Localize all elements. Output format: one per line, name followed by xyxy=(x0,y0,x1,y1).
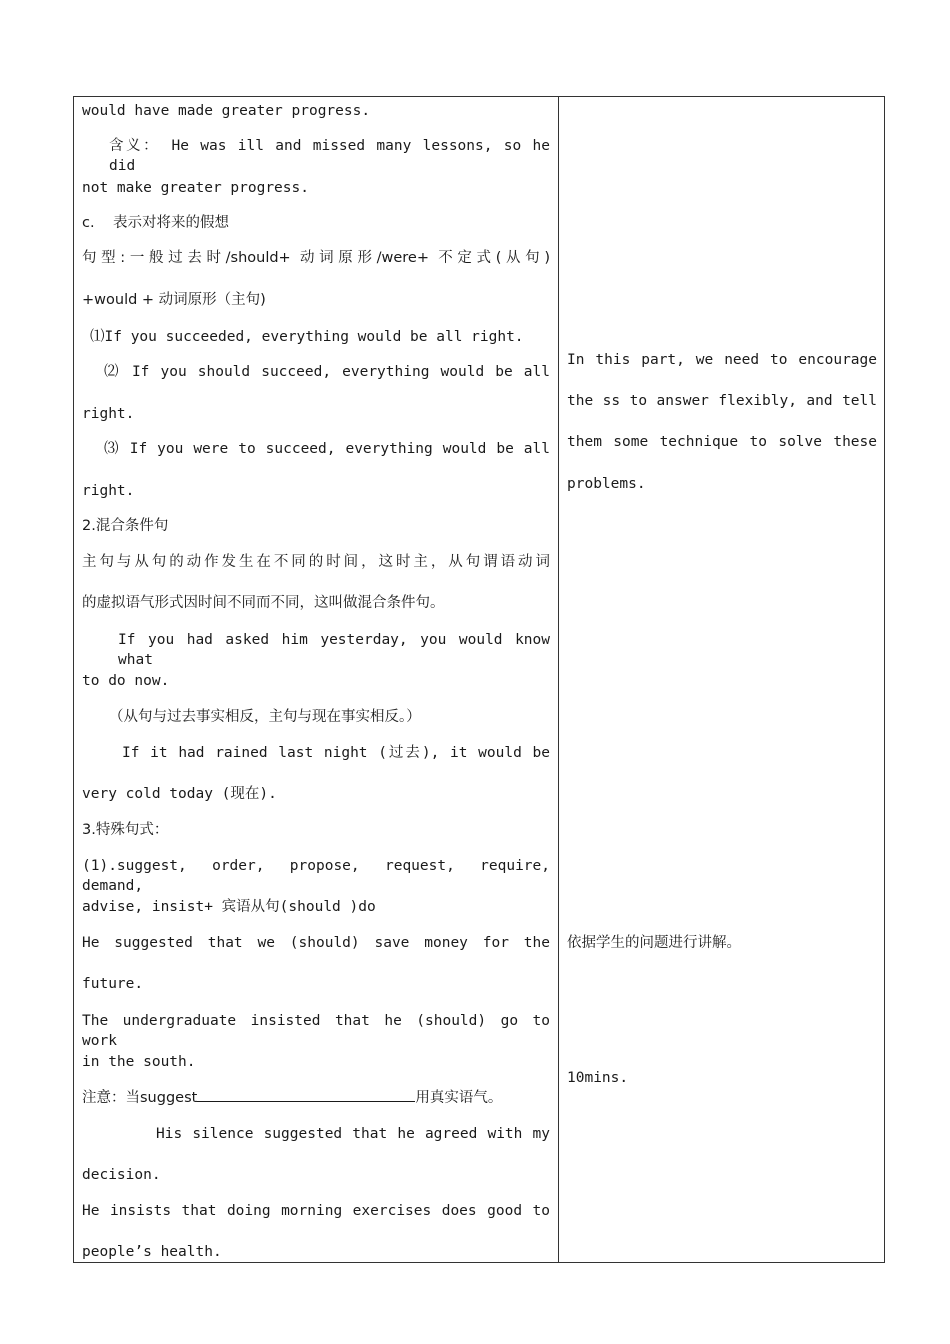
text-line: 句型:一般过去时/should+ 动词原形/were+ 不定式(从句) xyxy=(82,250,550,266)
text-line: in the south. xyxy=(82,1054,196,1070)
text-line: (1).suggest, order, propose, request, require, demand, xyxy=(82,858,550,894)
text-line: not make greater progress. xyxy=(82,180,309,196)
text-line: very cold today (现在). xyxy=(82,786,277,802)
section-heading: 3.特殊句式： xyxy=(82,822,169,838)
text-line: 主句与从句的动作发生在不同的时间，这时主，从句谓语动词 xyxy=(82,554,550,570)
text-line: would have made greater progress. xyxy=(82,103,371,119)
text-line xyxy=(82,1087,502,1108)
text-line: c. 表示对将来的假想 xyxy=(82,215,230,231)
lesson-table xyxy=(73,96,885,1263)
note-line: them some technique to solve these xyxy=(567,434,877,450)
text-line: 的虚拟语气形式因时间不同而不同，这叫做混合条件句。 xyxy=(82,595,445,611)
note-prefix: 注意：当suggest xyxy=(82,1090,198,1106)
text-line: （从句与过去事实相反，主句与现在事实相反。） xyxy=(109,709,421,725)
text-line: ⑵ If you should succeed, everything would be all xyxy=(104,364,550,380)
text-line: The undergraduate insisted that he (should) go to work xyxy=(82,1013,550,1049)
text-line: If you had asked him yesterday, you would know what xyxy=(118,632,550,668)
time-note: 10mins. xyxy=(567,1070,629,1086)
note-line: the ss to answer flexibly, and tell xyxy=(567,393,877,409)
text-line: He suggested that we (should) save money for the xyxy=(82,935,550,951)
fill-in-blank xyxy=(197,1087,415,1102)
text-line: If it had rained last night (过去), it would be xyxy=(122,745,550,761)
text-line: ⑶ If you were to succeed, everything would be all xyxy=(104,441,550,457)
text-line: ⑴If you succeeded, everything would be all right. xyxy=(90,329,524,345)
note-line: In this part, we need to encourage xyxy=(567,352,877,368)
text-line: to do now. xyxy=(82,673,170,689)
text-line: advise, insist+ 宾语从句(should )do xyxy=(82,899,376,915)
note-suffix: 用真实语气。 xyxy=(415,1090,503,1106)
note-line: 依据学生的问题进行讲解。 xyxy=(567,935,741,951)
column-divider xyxy=(558,97,559,1262)
note-line: problems. xyxy=(567,476,646,492)
text-line: right. xyxy=(82,483,135,499)
text-line: future. xyxy=(82,976,144,992)
text-line: decision. xyxy=(82,1167,161,1183)
text-line: people’s health. xyxy=(82,1244,222,1260)
text-line: His silence suggested that he agreed with my xyxy=(156,1126,550,1142)
text-line: 含义： He was ill and missed many lessons, so he did xyxy=(109,138,550,174)
text-line: +would + 动词原形（主句) xyxy=(82,292,266,308)
text-line: He insists that doing morning exercises does good to xyxy=(82,1203,550,1219)
section-heading: 2.混合条件句 xyxy=(82,518,169,534)
text-line: right. xyxy=(82,406,135,422)
